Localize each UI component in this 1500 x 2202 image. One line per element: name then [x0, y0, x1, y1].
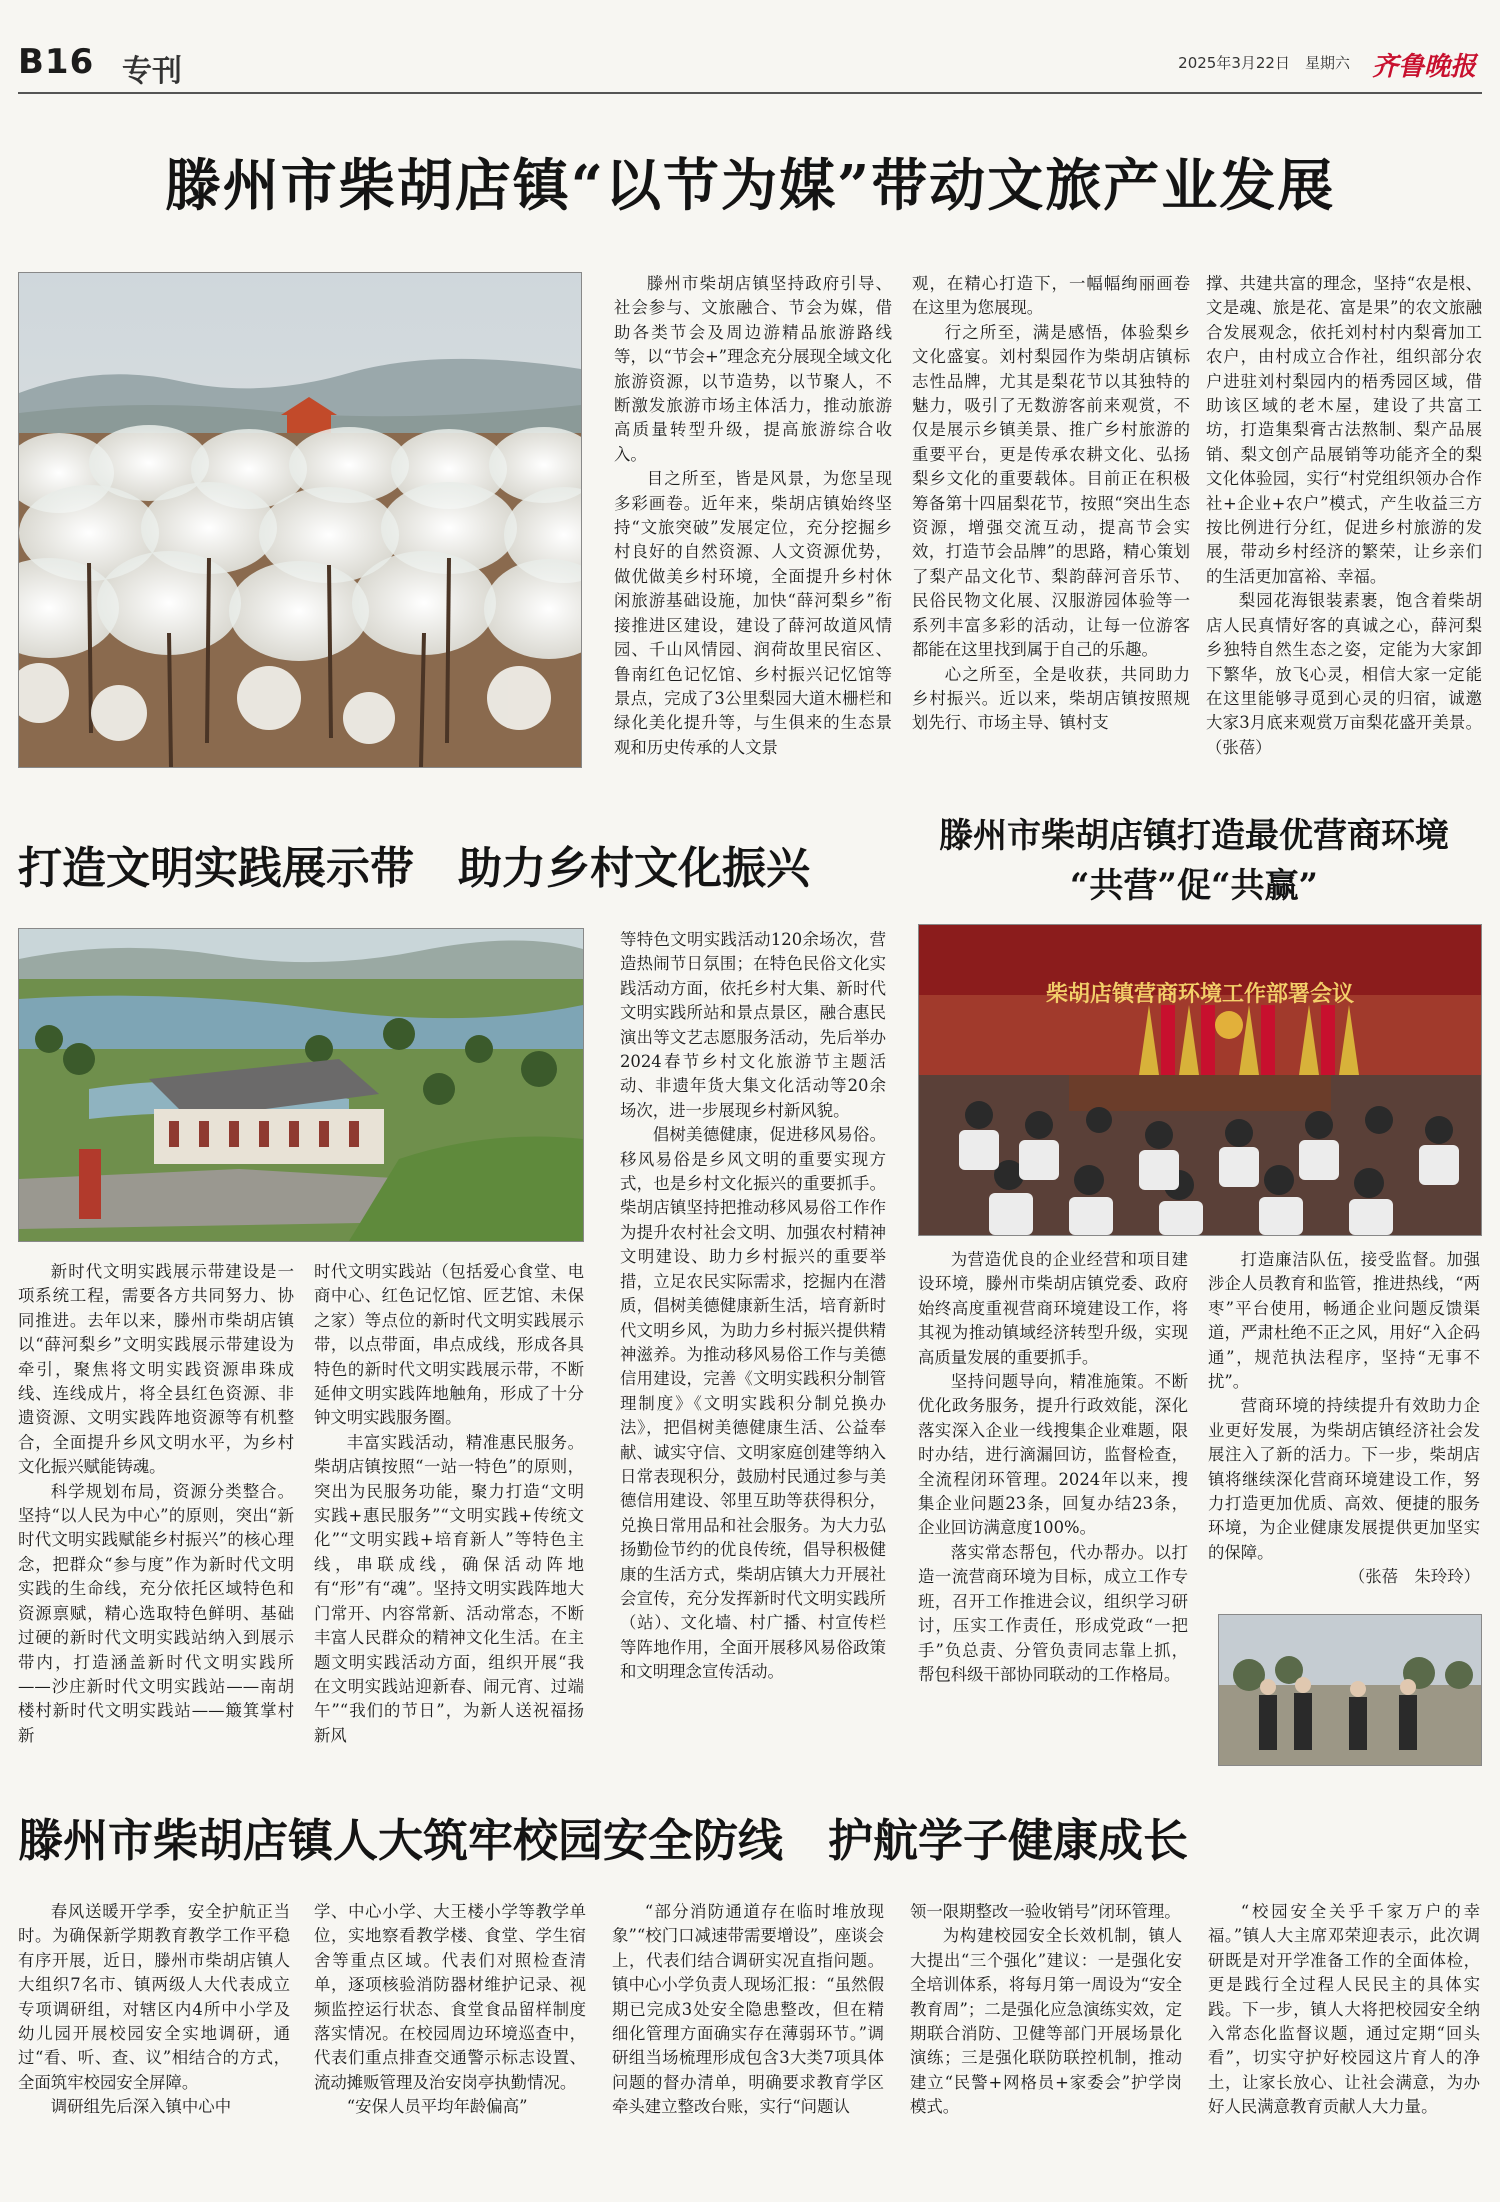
- paragraph: 等特色文明实践活动120余场次，营造热闹节日氛围；在特色民俗文化实践活动方面，依托乡村大集、新时代文明实践所站和景点景区，融合惠民演出等文艺志愿服务活动，先后举办2024春节乡村文化旅游节主题活动、非遗年货大集文化活动等20余场次，进一步展现乡村新风貌。: [620, 930, 886, 1120]
- article1-photo-pear-blossom: [18, 272, 582, 768]
- weekday-text: 星期六: [1304, 54, 1350, 72]
- article3-column-1: [918, 1248, 1188, 1768]
- paragraph: 学、中心小学、大王楼小学等教学单位，实地察看教学楼、食堂、学生宿舍等重点区域。代表们对照检查清单，逐项核验消防器材维护记录、视频监控运行状态、食堂食品留样制度落实情况。在校园周边环境巡查中，代表们重点排查交通警示标志设置、流动摊贩管理及治安岗亭执勤情况。: [314, 1902, 586, 2092]
- paragraph: 为构建校园安全长效机制，镇人大提出“三个强化”建议：一是强化安全培训体系，将每月第一周设为“安全教育周”；二是强化应急演练实效，定期联合消防、卫健等部门开展场景化演练；三是强化联防联控机制，推动建立“民警+网格员+家委会”护学岗模式。: [910, 1926, 1182, 2117]
- article3-photo-meeting: [918, 924, 1482, 1236]
- paragraph: 倡树美德健康，促进移风易俗。移风易俗是乡风文明的重要实现方式，也是乡村文化振兴的重要抓手。柴胡店镇坚持把推动移风易俗工作作为提升农村社会文明、加强农村精神文明建设、助力乡村振兴的重要举措，立足农民实际需求，挖掘内在潜质，倡树美德健康新生活，培育新时代文明乡风，为助力乡村振兴提供精神滋养。为推动移风易俗工作与美德信用建设，完善《文明实践积分制管理制度》《文明实践积分制兑换办法》，把倡树美德健康生活、公益奉献、诚实守信、文明家庭创建等纳入日常表现积分，鼓励村民通过参与美德信用建设、邻里互助等获得积分，兑换日常用品和社会服务。为大力弘扬勤俭节约的优良传统，倡导积极健康的生活方式，柴胡店镇大力开展社会宣传，充分发挥新时代文明实践所（站）、文化墙、村广播、村宣传栏等阵地作用，全面开展移风易俗政策和文明理念宣传活动。: [620, 1125, 886, 1682]
- paragraph: 丰富实践活动，精准惠民服务。柴胡店镇按照“一站一特色”的原则，突出为民服务功能，聚力打造“文明实践+惠民服务”“文明实践+传统文化”“文明实践+培育新人”等特色主线，串联成线，确保活动阵地有“形”有“魂”。坚持文明实践阵地大门常开、内容常新、活动常态，不断丰富人民群众的精神文化生活。在主题文明实践活动方面，组织开展“我在文明实践站迎新春、闹元宵、过端午”“我们的节日”，为新人送祝福扬新风: [314, 1432, 584, 1745]
- section-name: 专刊: [122, 54, 182, 89]
- article1-column-2: [912, 272, 1190, 768]
- article2-column-1: [18, 1260, 294, 1780]
- paragraph: “校园安全关乎千家万户的幸福。”镇人大主席邓荣迎表示，此次调研既是对开学准备工作的全面体检，更是践行全过程人民民主的具体实践。下一步，镇人大将把校园安全纳入常态化监督议题，通过定期“回头看”，切实守护好校园这片育人的净土，让家长放心、让社会满意，为办好人民满意教育贡献人大力量。: [1208, 1902, 1480, 2117]
- paragraph: 心之所至，全是收获，共同助力乡村振兴。近以来，柴胡店镇按照规划先行、市场主导、镇村支: [912, 664, 1190, 733]
- article2-column-3: [620, 928, 886, 1780]
- byline: （张蓓 朱玲玲）: [1348, 1567, 1480, 1587]
- paragraph: 观，在精心打造下，一幅幅绚丽画卷在这里为您展现。: [912, 274, 1190, 318]
- paragraph: 梨园花海银装素裹，饱含着柴胡店人民真情好客的真诚之心，薛河梨乡独特自然生态之姿，定能为大家卸下繁华，放飞心灵，相信大家一定能在这里能够寻觅到心灵的归宿，诚邀大家3月底来观赏万亩梨花盛开美景。（张蓓）: [1206, 591, 1482, 757]
- aerial-village-image: [19, 929, 583, 1241]
- paragraph: 行之所至，满是感悟，体验梨乡文化盛宴。刘村梨园作为柴胡店镇标志性品牌，尤其是梨花节以其独特的魅力，吸引了无数游客前来观赏，不仅是展示乡镇美景、推广乡村旅游的重要平台，更是传承农耕文化、弘扬梨乡文化的重要载体。目前正在积极筹备第十四届梨花节，按照“突出生态资源，增强交流互动，提高节会实效，打造节会品牌”的思路，精心策划了梨产品文化节、梨韵薛河音乐节、民俗民物文化展、汉服游园体验等一系列丰富多彩的活动，让每一位游客都能在这里找到属于自己的乐趣。: [912, 322, 1190, 660]
- header-rule: [18, 92, 1482, 94]
- article4-headline: 滕州市柴胡店镇人大筑牢校园安全防线 护航学子健康成长: [18, 1814, 1189, 1867]
- paragraph: 春风送暖开学季，安全护航正当时。为确保新学期教育教学工作平稳有序开展，近日，滕州市柴胡店镇人大组织7名市、镇两级人大代表成立专项调研组，对辖区内4所中小学及幼儿园开展校园安全实地调研，通过“看、听、查、议”相结合的方式，全面筑牢校园安全屏障。: [18, 1902, 290, 2092]
- paragraph: 营商环境的持续提升有效助力企业更好发展，为柴胡店镇经济社会发展注入了新的活力。下一步，柴胡店镇将继续深化营商环境建设工作，努力打造更加优质、高效、便捷的服务环境，为企业健康发展提供更加坚实的保障。: [1208, 1396, 1480, 1562]
- article3-headline-line2: “共营”促“共赢”: [1069, 866, 1319, 906]
- page-number: B16: [18, 42, 95, 82]
- paragraph: 落实常态帮包，代办帮办。以打造一流营商环境为目标，成立工作专班，召开工作推进会议，组织学习研讨，压实工作责任，形成党政“一把手”负总责、分管负责同志靠上抓，帮包科级干部协同联动的工作格局。: [918, 1542, 1188, 1684]
- paragraph: 目之所至，皆是风景，为您呈现多彩画卷。近年来，柴胡店镇始终坚持“文旅突破”发展定位，充分挖掘乡村良好的自然资源、人文资源优势，做优做美乡村环境，全面提升乡村休闲旅游基础设施，加快“薛河梨乡”衔接推进区建设，建设了薛河故道风情园、千山风情园、润荷故里民宿区、鲁南红色记忆馆、乡村振兴记忆馆等景点，完成了3公里梨园大道木栅栏和绿化美化提升等，与生俱来的生态景观和历史传承的人文景: [614, 469, 892, 757]
- date-text: 2025年3月22日: [1178, 54, 1290, 72]
- article3-column-2: [1208, 1248, 1480, 1588]
- paragraph: 领一限期整改一验收销号”闭环管理。: [910, 1902, 1181, 1921]
- article4-column-1: [18, 1900, 290, 2190]
- article4-column-5: [1208, 1900, 1480, 2190]
- meeting-banner-text: 柴胡店镇营商环境工作部署会议: [1045, 982, 1354, 1007]
- paragraph: 撑、共建共富的理念，坚持“农是根、文是魂、旅是花、富是果”的农文旅融合发展观念，依托刘村村内梨膏加工农户，由村成立合作社，组织部分农户进驻刘村梨园内的梧秀园区域，借助该区域的老木屋，建设了共富工坊，打造集梨膏古法熬制、梨产品展销、梨文创产品展销等功能齐全的梨文化体验园，实行“村党组织领办合作社+企业+农户”模式，产生收益三方按比例进行分红，促进乡村旅游的发展，带动乡村经济的繁荣，让乡亲们的生活更加富裕、幸福。: [1206, 274, 1482, 586]
- article2-photo-aerial: [18, 928, 584, 1242]
- article3-headline-line1: 滕州市柴胡店镇打造最优营商环境: [939, 816, 1449, 856]
- paragraph: 新时代文明实践展示带建设是一项系统工程，需要各方共同努力、协同推进。去年以来，滕州市柴胡店镇以“薛河梨乡”文明实践展示带建设为牵引，聚焦将文明实践资源串珠成线、连线成片，将全县红色资源、非遗资源、文明实践阵地资源等有机整合，全面提升乡风文明水平，为乡村文化振兴赋能铸魂。: [18, 1262, 294, 1477]
- article4-column-4: [910, 1900, 1182, 2190]
- issue-date: [1178, 52, 1350, 73]
- newspaper-logo: 齐鲁晚报: [1371, 52, 1476, 82]
- paragraph: 时代文明实践站（包括爱心食堂、电商中心、红色记忆馆、匠艺馆、未保之家）等点位的新时代文明实践展示带，以点带面，串点成线，形成各具特色的新时代文明实践展示带，不断延伸文明实践阵地触角，形成了十分钟文明实践服务圈。: [314, 1262, 584, 1428]
- article1-column-3: [1206, 272, 1482, 768]
- site-visit-image: [1219, 1615, 1481, 1765]
- article2-column-2: [314, 1260, 584, 1780]
- paragraph: 为营造优良的企业经营和项目建设环境，滕州市柴胡店镇党委、政府始终高度重视营商环境建设工作，将其视为推动镇域经济转型升级，实现高质量发展的重要抓手。: [918, 1250, 1188, 1367]
- article3-photo-site-visit: [1218, 1614, 1482, 1766]
- pear-orchard-image: [19, 273, 581, 767]
- article4-column-2: [314, 1900, 586, 2190]
- paragraph: “安保人员平均年龄偏高”: [346, 2097, 528, 2117]
- meeting-room-image: [919, 925, 1481, 1235]
- paragraph: “部分消防通道存在临时堆放现象”“校门口减速带需要增设”，座谈会上，代表们结合调研实况直指问题。镇中心小学负责人现场汇报：“虽然假期已完成3处安全隐患整改，但在精细化管理方面确实存在薄弱环节。”调研组当场梳理形成包含3大类7项具体问题的督办清单，明确要求教育学区牵头建立整改台账，实行“问题认: [612, 1902, 884, 2117]
- paragraph: 滕州市柴胡店镇坚持政府引导、社会参与、文旅融合、节会为媒，借助各类节会及周边游精品旅游路线等，以“节会+”理念充分展现全域文化旅游资源，以节造势，以节聚人，不断激发旅游市场主体活力，推动旅游高质量转型升级，提高旅游综合收入。: [614, 274, 892, 464]
- paragraph: 打造廉洁队伍，接受监督。加强涉企人员教育和监管，推进热线，“两枣”平台使用，畅通企业问题反馈渠道，严肃杜绝不正之风，用好“入企码通”，规范执法程序，坚持“无事不扰”。: [1208, 1250, 1480, 1392]
- paragraph: 坚持问题导向，精准施策。不断优化政务服务，提升行政效能，深化落实深入企业一线搜集企业难题，限时办结，进行滴漏回访，监督检查，全流程闭环管理。2024年以来，搜集企业问题23条，回复办结23条，企业回访满意度100%。: [918, 1372, 1188, 1538]
- article2-headline: 打造文明实践展示带 助力乡村文化振兴: [18, 843, 810, 894]
- article1-column-1: [614, 272, 892, 768]
- article4-column-3: [612, 1900, 884, 2190]
- paragraph: 调研组先后深入镇中心中: [50, 2097, 232, 2117]
- article1-headline: 滕州市柴胡店镇“以节为媒”带动文旅产业发展: [164, 153, 1336, 219]
- paragraph: 科学规划布局，资源分类整合。坚持“以人民为中心”的原则，突出“新时代文明实践赋能乡村振兴”的核心理念，把群众“参与度”作为新时代文明实践的生命线，充分依托区域特色和资源禀赋，精心选取特色鲜明、基础过硬的新时代文明实践站纳入到展示带内，打造涵盖新时代文明实践所——沙庄新时代文明实践站——南胡楼村新时代文明实践站——簸箕掌村新: [18, 1481, 294, 1745]
